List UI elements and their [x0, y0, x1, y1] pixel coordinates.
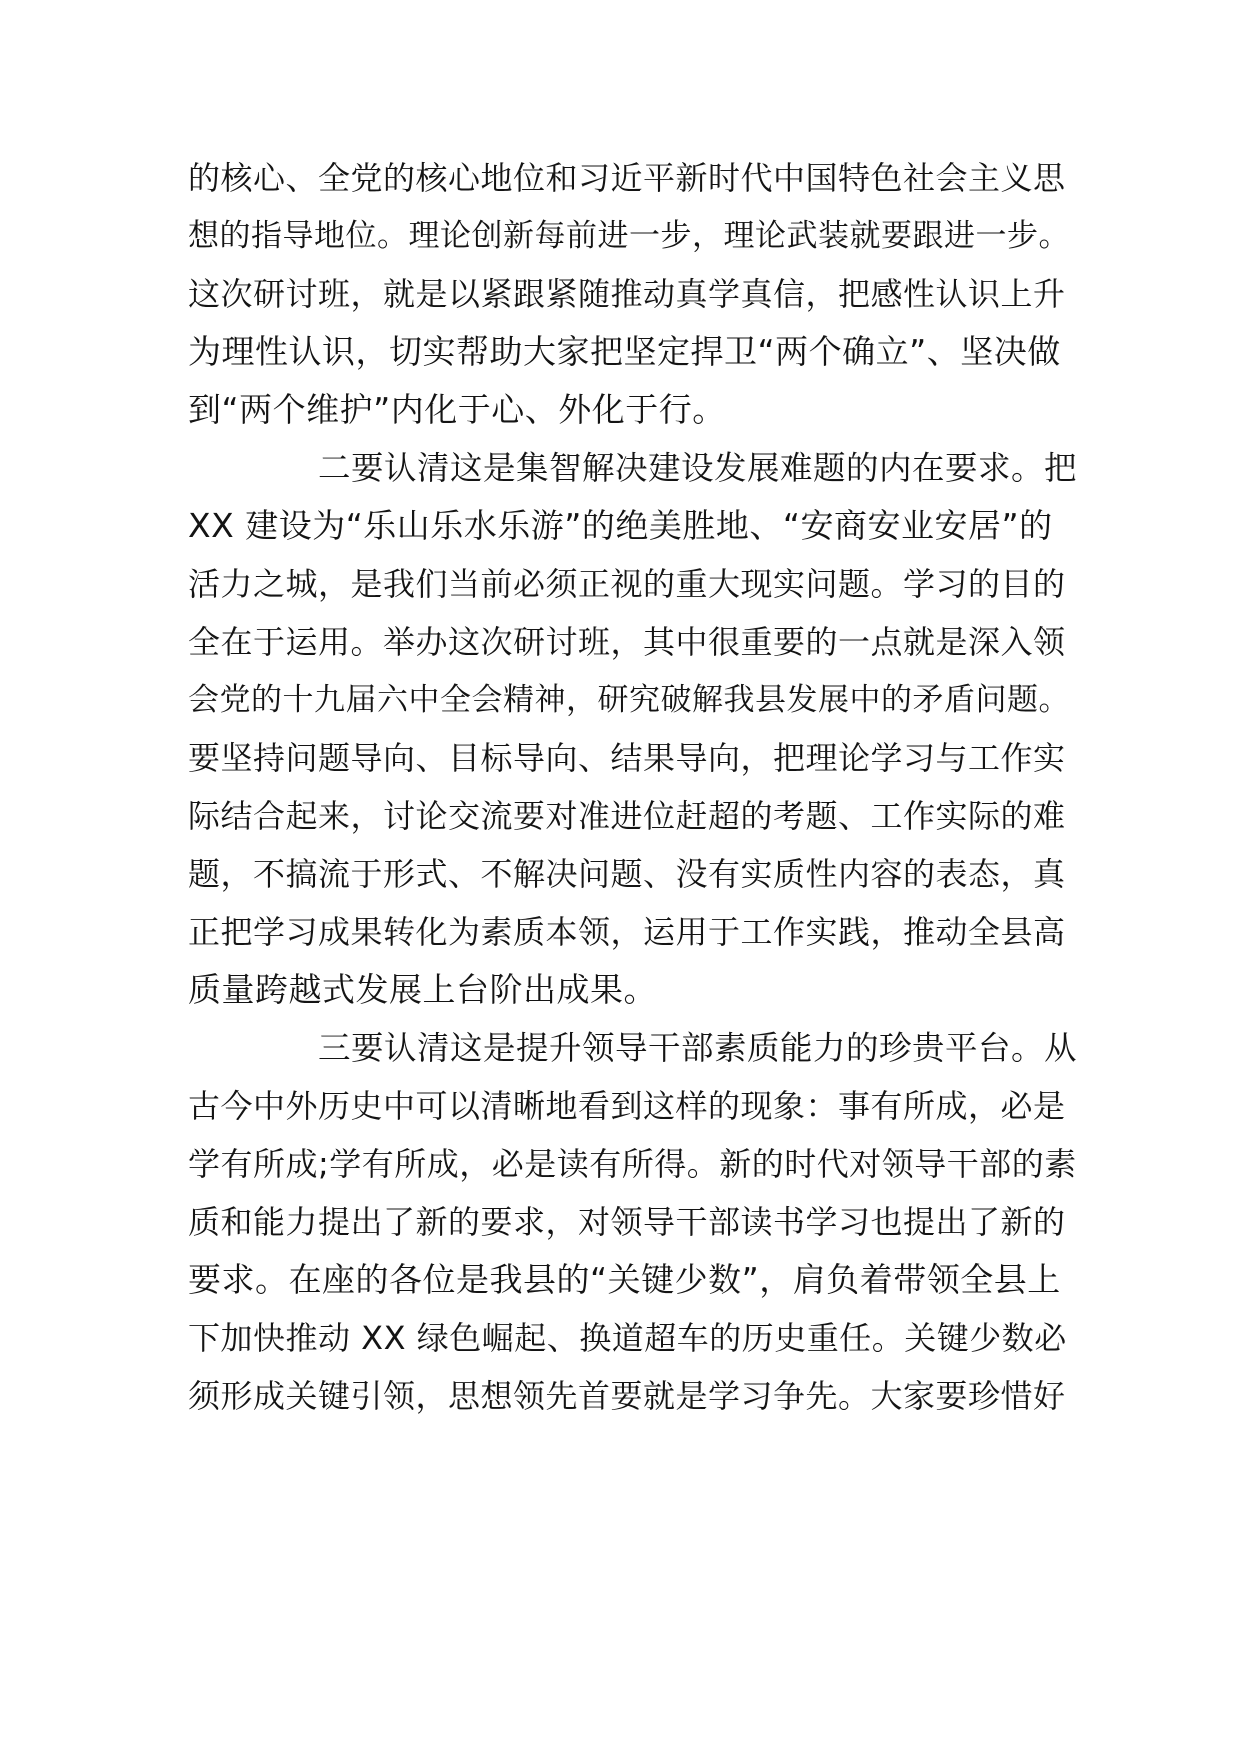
text-line: 到“两个维护”内化于心、外化于行。	[188, 390, 726, 429]
text-line: 这次研讨班，就是以紧跟紧随推动真学真信，把感性认识上升	[188, 275, 1066, 313]
text-line: 际结合起来，讨论交流要对准进位赶超的考题、工作实际的难	[188, 797, 1066, 835]
text-line: 要坚持问题导向、目标导向、结果导向，把理论学习与工作实	[188, 739, 1066, 777]
text-line: 须形成关键引领，思想领先首要就是学习争先。大家要珍惜好	[188, 1377, 1066, 1415]
text-line: 要求。在座的各位是我县的“关键少数”，肩负着带领全县上	[188, 1260, 1061, 1299]
text-line: 活力之城，是我们当前必须正视的重大现实问题。学习的目的	[188, 565, 1066, 603]
text-line: 会党的十九届六中全会精神，研究破解我县发展中的矛盾问题。	[188, 682, 1070, 718]
text-line: 质量跨越式发展上台阶出成果。	[188, 970, 657, 1009]
text-line: 题，不搞流于形式、不解决问题、没有实质性内容的表态，真	[188, 855, 1066, 893]
text-line: 质和能力提出了新的要求，对领导干部读书学习也提出了新的	[188, 1203, 1066, 1241]
text-line: XX 建设为“乐山乐水乐游”的绝美胜地、“安商安业安居”的	[188, 506, 1053, 545]
text-line: 下加快推动 XX 绿色崛起、换道超车的历史重任。关键少数必	[188, 1319, 1067, 1357]
text-line: 正把学习成果转化为素质本领，运用于工作实践，推动全县高	[188, 913, 1066, 951]
paragraph-start-line: 三要认清这是提升领导干部素质能力的珍贵平台。从	[318, 1029, 1078, 1067]
paragraph-start-line: 二要认清这是集智解决建设发展难题的内在要求。把	[318, 449, 1078, 487]
text-line: 为理性认识，切实帮助大家把坚定捍卫“两个确立”、坚决做	[188, 332, 1061, 371]
text-line: 全在于运用。举办这次研讨班，其中很重要的一点就是深入领	[188, 623, 1066, 661]
text-line: 的核心、全党的核心地位和习近平新时代中国特色社会主义思	[188, 159, 1066, 197]
text-line: 学有所成;学有所成，必是读有所得。新的时代对领导干部的素	[188, 1145, 1077, 1183]
text-line: 古今中外历史中可以清晰地看到这样的现象：事有所成，必是	[188, 1087, 1066, 1125]
text-line: 想的指导地位。理论创新每前进一步，理论武装就要跟进一步。	[188, 218, 1070, 254]
